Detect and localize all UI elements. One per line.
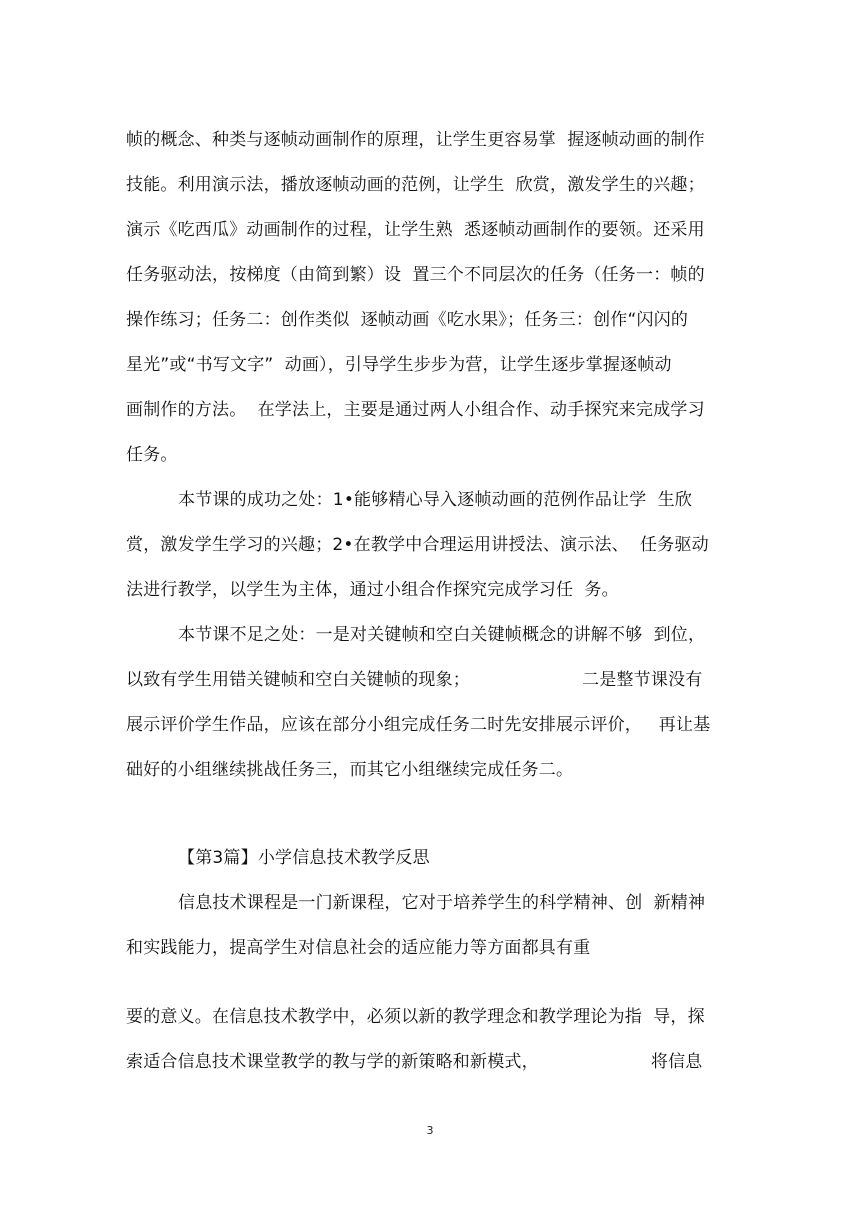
line-3: 演示《吃西瓜》动画制作的过程，让学生熟 悉逐帧动画制作的要领。还采用: [126, 220, 705, 240]
line-7: 画制作的方法。 在学法上，主要是通过两人小组合作、动手探究来完成学习: [126, 400, 705, 420]
line-13: 以致有学生用错关键帧和空白关键帧的现象； 二是整节课没有: [126, 670, 703, 690]
line-6: 星光”或“书写文字” 动画），引导学生步步为营，让学生逐步掌握逐帧动: [126, 355, 672, 375]
line-11: 法进行教学，以学生为主体，通过小组合作探究完成学习任 务。: [126, 580, 619, 600]
line-14: 展示评价学生作品，应该在部分小组完成任务二时先安排展示评价， 再让基: [126, 715, 711, 735]
line-17: 信息技术课程是一门新课程，它对于培养学生的科学精神、创 新精神: [178, 893, 706, 913]
line-1: 帧的概念、种类与逐帧动画制作的原理，让学生更容易掌 握逐帧动画的制作: [126, 130, 705, 150]
line-18: 和实践能力，提高学生对信息社会的适应能力等方面都具有重: [126, 938, 591, 958]
line-8: 任务。: [126, 445, 178, 465]
page-number: 3: [426, 1124, 434, 1137]
line-4: 任务驱动法，按梯度（由简到繁）设 置三个不同层次的任务（任务一：帧的: [126, 265, 705, 285]
line-15: 础好的小组继续挑战任务三，而其它小组继续完成任务二。: [126, 760, 574, 780]
line-9: 本节课的成功之处：1•能够精心导入逐帧动画的范例作品让学 生欣: [178, 490, 693, 510]
line-19: 要的意义。在信息技术教学中，必须以新的教学理念和教学理论为指 导，探: [126, 1007, 705, 1027]
line-10: 赏，激发学生学习的兴趣；2•在教学中合理运用讲授法、演示法、 任务驱动: [126, 535, 709, 555]
line-2: 技能。利用演示法，播放逐帧动画的范例，让学生 欣赏，激发学生的兴趣；: [126, 175, 705, 195]
line-20: 索适合信息技术课堂教学的教与学的新策略和新模式， 将信息: [126, 1052, 703, 1072]
line-12: 本节课不足之处：一是对关键帧和空白关键帧概念的讲解不够 到位，: [178, 625, 706, 645]
section-heading: 【第3篇】小学信息技术教学反思: [178, 848, 430, 868]
line-5: 操作练习；任务二：创作类似 逐帧动画《吃水果》；任务三：创作“闪闪的: [126, 310, 689, 330]
